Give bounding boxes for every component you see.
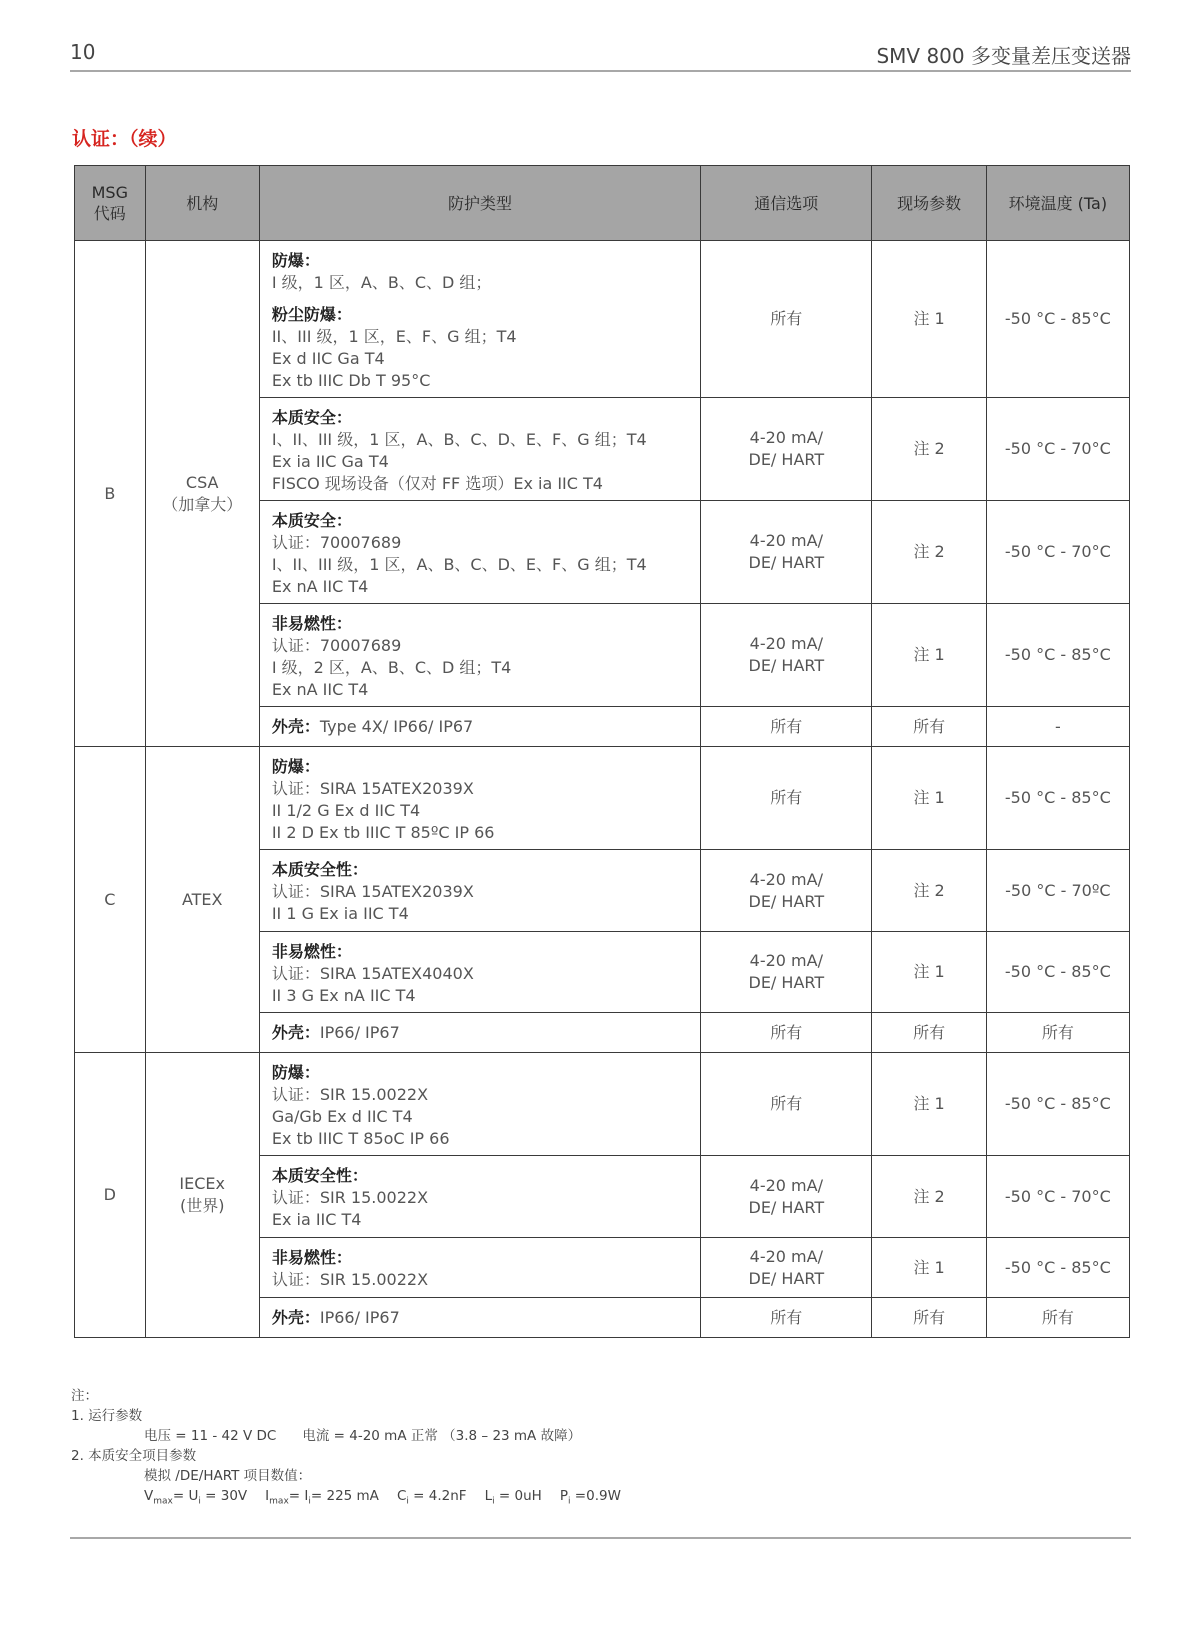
ie-parameter: $V_{max}= U_i = 30V$ [144,1488,248,1507]
table-header-row [75,166,1130,241]
ambient-temp-cell: - [986,707,1129,747]
agency-cell [145,747,259,1053]
msg-code-cell: C [75,747,146,1053]
comm-option-line: DE/ HART [748,973,825,992]
protection-block [272,1247,690,1291]
parameter-subscript: i [198,1496,201,1507]
protection-label: 防爆： [271,757,320,776]
field-param-cell: 注 1 [872,932,986,1013]
comm-option-line: DE/ HART [748,891,825,911]
footer-divider [70,1537,1131,1539]
field-param-cell: 注 2 [872,501,986,604]
protection-line: Ex ia IIC T4 [271,1210,362,1229]
comm-option-cell [701,932,872,1013]
comm-option-line: DE/ HART [748,450,825,469]
protection-block [272,756,690,844]
comm-option-cell [701,1298,872,1338]
comm-option-line: 所有 [770,788,803,807]
protection-label: 本质安全性： [271,860,368,879]
protection-line: Ex nA IIC T4 [271,577,369,596]
header-field-param: 现场参数 [872,166,986,241]
agency-name: ATEX [181,889,223,909]
protection-line: 认证：SIRA 15ATEX4040X [271,964,474,983]
note1-current: 电流 = 4-20 mA 正常 （3.8 – 23 mA 故障） [302,1428,582,1444]
enclosure-label: 外壳： [271,1307,320,1327]
protection-type-cell [259,501,700,604]
document-title: SMV 800 多变量差压变送器 [876,44,1131,68]
protection-line: Ex ia IIC Ga T4 [271,452,389,471]
protection-type-cell [259,1156,700,1238]
protection-label: 粉尘防爆： [271,305,352,324]
protection-label: 本质安全： [271,511,352,530]
parameter-subscript: max [153,1496,173,1507]
comm-option-line: 所有 [770,1307,803,1327]
protection-line: I、II、III 级，1 区，A、B、C、D、E、F、G 组；T4 [271,555,647,574]
section-title: 认证：（续） [72,128,177,150]
parameter-subscript: i [406,1496,409,1507]
field-param-cell: 注 1 [872,241,986,398]
protection-label: 防爆： [271,251,320,270]
ie-parameter: $I_{max}= I_i= 225$ mA [265,1488,379,1507]
protection-label: 本质安全性： [271,1166,368,1185]
note2-parameters [71,1486,621,1512]
protection-line: 认证：SIRA 15ATEX2039X [271,779,474,798]
comm-option-line: DE/ HART [748,1197,825,1217]
protection-line: Ex d IIC Ga T4 [271,349,385,368]
note2-title: 2. 本质安全项目参数 [71,1448,197,1464]
comm-option-line: 所有 [770,716,803,736]
notes [71,1386,621,1512]
field-param-cell: 注 1 [872,1053,986,1156]
field-param-cell: 注 2 [872,850,986,932]
comm-option-cell [701,501,872,604]
protection-block [272,1165,690,1231]
field-param-cell: 所有 [872,1298,986,1338]
ambient-temp-cell: 所有 [986,1013,1129,1053]
header-agency: 机构 [145,166,259,241]
comm-option-line: 所有 [770,309,803,328]
ambient-temp-cell: -50 °C - 85°C [986,1053,1129,1156]
agency-name: IECEx [179,1174,225,1193]
protection-block [272,613,690,701]
ambient-temp-cell: 所有 [986,1298,1129,1338]
agency-region: （加拿大） [162,494,243,514]
protection-line: 认证：SIR 15.0022X [271,1188,429,1207]
protection-line: Ga/Gb Ex d IIC T4 [271,1107,413,1126]
comm-option-line: DE/ HART [748,553,825,572]
protection-type-cell [259,398,700,501]
protection-line: I 级，2 区，A、B、C、D 组；T4 [271,658,512,677]
note2-subtitle: 模拟 /DE/HART 项目数值： [144,1468,312,1484]
protection-line: 认证：SIRA 15ATEX2039X [271,882,474,901]
comm-option-cell [701,707,872,747]
comm-option-line: DE/ HART [748,656,825,675]
comm-option-line: 所有 [770,1094,803,1113]
protection-line: II 1/2 G Ex d IIC T4 [271,801,421,820]
protection-type-cell [259,1238,700,1298]
protection-type-cell [259,1013,700,1053]
ie-parameter: $P_i =0.9W$ [559,1488,621,1507]
field-param-cell: 注 1 [872,1238,986,1298]
parameter-subscript: max [269,1496,289,1507]
protection-label: 非易燃性： [271,1248,352,1267]
comm-option-line: 4-20 mA/ [749,634,823,653]
parameter-subscript: i [492,1496,495,1507]
notes-heading: 注： [71,1388,98,1404]
protection-block [272,407,690,495]
header-protection-type: 防护类型 [259,166,700,241]
header-divider [70,70,1131,72]
comm-option-cell [701,1013,872,1053]
ambient-temp-cell: -50 °C - 70ºC [986,850,1129,932]
protection-line: I 级，1 区，A、B、C、D 组； [271,273,492,292]
field-param-cell: 注 2 [872,398,986,501]
comm-option-cell [701,1053,872,1156]
msg-code-cell: D [75,1053,146,1338]
protection-label: 非易燃性： [271,942,352,961]
comm-option-cell [701,1156,872,1238]
protection-block [272,250,690,294]
ambient-temp-cell: -50 °C - 85°C [986,604,1129,707]
page-number: 10 [70,40,96,64]
protection-line: 认证：SIR 15.0022X [271,1270,429,1289]
note1-title: 1. 运行参数 [71,1408,143,1424]
protection-block [272,941,690,1007]
protection-block [272,510,690,598]
comm-option-line: 4-20 mA/ [749,951,823,970]
table-row [75,747,1130,850]
protection-block [272,304,690,392]
protection-line: Ex nA IIC T4 [271,680,369,699]
field-param-cell: 注 2 [872,1156,986,1238]
msg-code-cell: B [75,241,146,747]
protection-line: Ex tb IIIC T 85oC IP 66 [271,1129,450,1148]
ambient-temp-cell: -50 °C - 70°C [986,398,1129,501]
header-msg-code: MSG 代码 [75,166,146,241]
comm-option-cell [701,1238,872,1298]
comm-option-line: 4-20 mA/ [749,428,823,447]
field-param-cell: 注 1 [872,747,986,850]
protection-block [272,1062,690,1150]
comm-option-line: 所有 [770,1022,803,1042]
agency-region: (世界) [179,1196,225,1215]
header-comm-option: 通信选项 [701,166,872,241]
protection-type-cell [259,747,700,850]
table-row [75,1053,1130,1156]
ambient-temp-cell: -50 °C - 70°C [986,1156,1129,1238]
protection-line: II 3 G Ex nA IIC T4 [271,986,416,1005]
protection-line: FISCO 现场设备（仅对 FF 选项）Ex ia IIC T4 [271,474,603,493]
certification-table [74,165,1130,1338]
agency-cell [145,241,259,747]
protection-type-cell [259,241,700,398]
comm-option-line: 4-20 mA/ [749,1175,823,1195]
table-body [75,241,1130,1338]
comm-option-line: 4-20 mA/ [749,869,823,889]
field-param-cell: 所有 [872,1013,986,1053]
parameter-subscript: i [567,1496,571,1507]
protection-line: II、III 级，1 区，E、F、G 组；T4 [271,327,517,346]
comm-option-line: 4-20 mA/ [749,1246,823,1266]
enclosure-rating: IP66/ IP67 [319,1022,400,1042]
protection-type-cell [259,850,700,932]
comm-option-cell [701,747,872,850]
protection-type-cell [259,707,700,747]
field-param-cell: 注 1 [872,604,986,707]
ambient-temp-cell: -50 °C - 85°C [986,747,1129,850]
comm-option-cell [701,241,872,398]
protection-label: 本质安全： [271,408,352,427]
enclosure-label: 外壳： [271,1022,320,1042]
protection-line: II 1 G Ex ia IIC T4 [271,904,409,923]
ambient-temp-cell: -50 °C - 85°C [986,1238,1129,1298]
protection-type-cell [259,932,700,1013]
enclosure-rating: IP66/ IP67 [319,1307,400,1327]
protection-line: 认证：70007689 [271,636,402,655]
comm-option-line: DE/ HART [748,1268,825,1288]
enclosure-rating: Type 4X/ IP66/ IP67 [319,716,474,736]
comm-option-cell [701,398,872,501]
protection-line: II 2 D Ex tb IIIC T 85ºC IP 66 [271,823,495,842]
agency-cell [145,1053,259,1338]
ie-parameter: $C_i = 4.2nF$ [396,1488,467,1507]
agency-name: CSA [185,472,219,492]
ie-parameter: $L_i = 0uH$ [484,1488,542,1507]
ambient-temp-cell: -50 °C - 85°C [986,241,1129,398]
protection-type-cell [259,1053,700,1156]
protection-line: I、II、III 级，1 区，A、B、C、D、E、F、G 组；T4 [271,430,647,449]
parameter-subscript: i [308,1496,311,1507]
protection-label: 防爆： [271,1063,320,1082]
header-ambient-temp: 环境温度 (Ta) [986,166,1129,241]
protection-type-cell [259,1298,700,1338]
table-row [75,241,1130,398]
comm-option-cell [701,850,872,932]
ambient-temp-cell: -50 °C - 70°C [986,501,1129,604]
protection-line: 认证：SIR 15.0022X [271,1085,429,1104]
note1-values [71,1426,621,1446]
comm-option-cell [701,604,872,707]
field-param-cell: 所有 [872,707,986,747]
ambient-temp-cell: -50 °C - 85°C [986,932,1129,1013]
note1-voltage: 电压 = 11 - 42 V DC [144,1428,277,1444]
protection-line: Ex tb IIIC Db T 95°C [271,371,431,390]
protection-label: 非易燃性： [271,614,352,633]
protection-type-cell [259,604,700,707]
protection-block [272,859,690,925]
protection-line: 认证：70007689 [271,533,402,552]
comm-option-line: 4-20 mA/ [749,531,823,550]
enclosure-label: 外壳： [271,716,320,736]
